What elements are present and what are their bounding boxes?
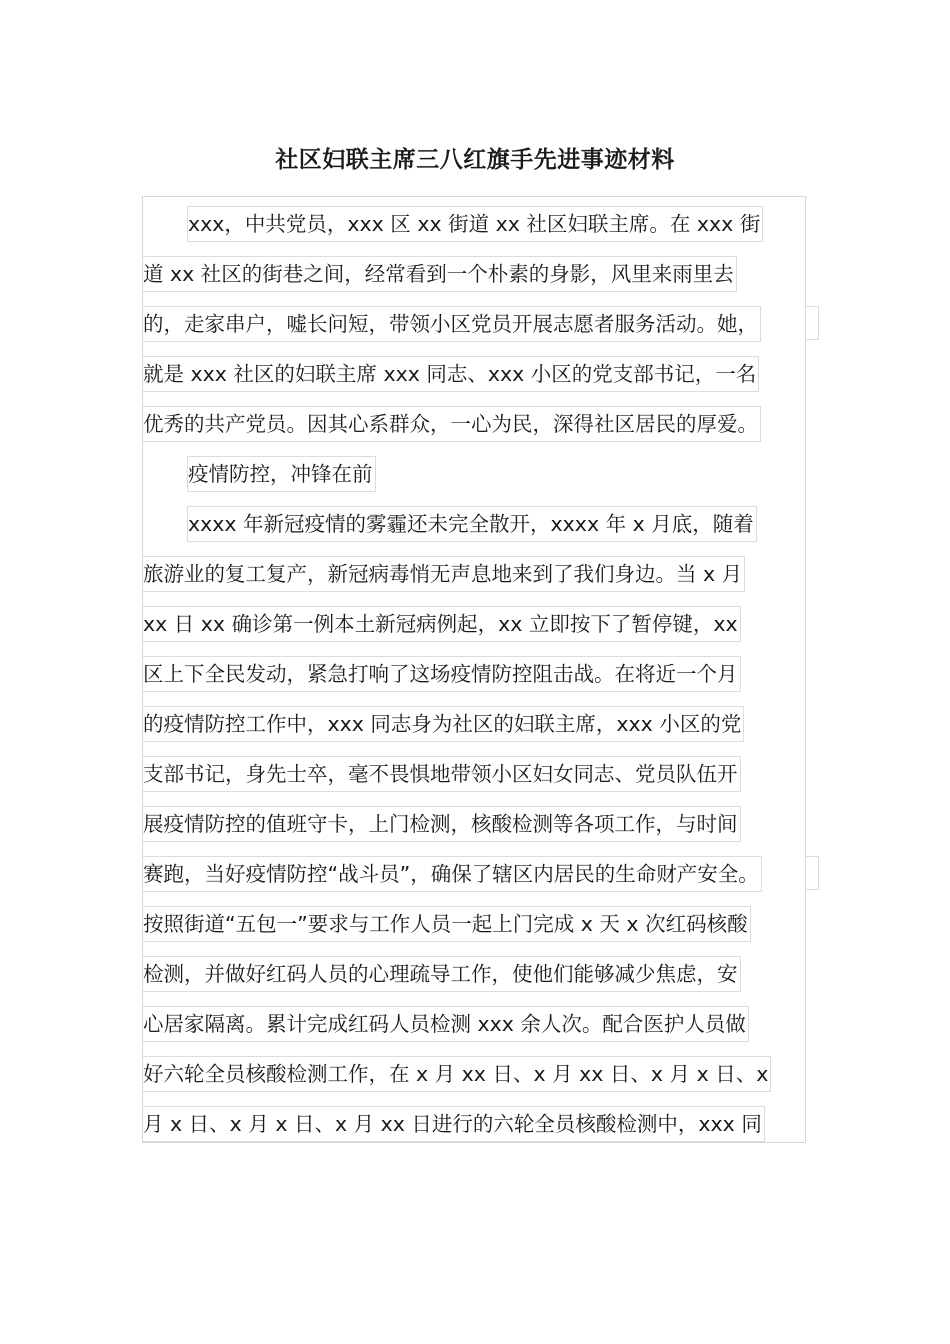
line-text: 就是 xxx 社区的妇联主席 xxx 同志、xxx 小区的党支部书记，一名 [143, 356, 759, 392]
line-text: 好六轮全员核酸检测工作，在 x 月 xx 日、x 月 xx 日、x 月 x 日、x [143, 1056, 771, 1092]
line-text: 心居家隔离。累计完成红码人员检测 xxx 余人次。配合医护人员做 [143, 1006, 749, 1042]
line-text: 检测，并做好红码人员的心理疏导工作，使他们能够减少焦虑，安 [143, 956, 741, 992]
paragraph-line [143, 1099, 807, 1149]
line-text: 展疫情防控的值班守卡，上门检测，核酸检测等各项工作，与时间 [143, 806, 741, 842]
line-text: 月 x 日、x 月 x 日、x 月 xx 日进行的六轮全员核酸检测中，xxx 同 [143, 1106, 765, 1142]
document-body [143, 199, 807, 1149]
line-text: 道 xx 社区的街巷之间，经常看到一个朴素的身影，风里来雨里去 [143, 256, 737, 292]
line-text: xxx，中共党员，xxx 区 xx 街道 xx 社区妇联主席。在 xxx 街 [187, 206, 763, 242]
line-text: 按照街道“五包一”要求与工作人员一起上门完成 x 天 x 次红码核酸 [143, 906, 751, 942]
document-title: 社区妇联主席三八红旗手先进事迹材料 [275, 147, 675, 173]
line-text: 支部书记，身先士卒，毫不畏惧地带领小区妇女同志、党员队伍开 [143, 756, 741, 792]
line-text: 区上下全民发动，紧急打响了这场疫情防控阻击战。在将近一个月 [143, 656, 741, 692]
paragraph-line [143, 499, 807, 549]
line-text: xx 日 xx 确诊第一例本土新冠病例起，xx 立即按下了暂停键，xx [143, 606, 741, 642]
paragraph-line [143, 699, 807, 749]
line-text: 疫情防控，冲锋在前 [187, 456, 376, 492]
line-text: xxxx 年新冠疫情的雾霾还未完全散开，xxxx 年 x 月底，随着 [187, 506, 757, 542]
section-heading [143, 449, 807, 499]
line-text: 的疫情防控工作中，xxx 同志身为社区的妇联主席，xxx 小区的党 [143, 706, 744, 742]
paragraph-line [143, 649, 807, 699]
line-text: 赛跑，当好疫情防控“战斗员”，确保了辖区内居民的生命财产安全。 [143, 856, 762, 892]
paragraph-line [143, 549, 807, 599]
line-text: 的，走家串户，嘘长问短，带领小区党员开展志愿者服务活动。她， [143, 306, 761, 342]
paragraph-line [143, 349, 807, 399]
paragraph-line [143, 599, 807, 649]
paragraph-line [143, 949, 807, 999]
paragraph-line [143, 899, 807, 949]
line-text: 优秀的共产党员。因其心系群众，一心为民，深得社区居民的厚爱。 [143, 406, 761, 442]
overflow-marker [805, 306, 819, 340]
paragraph-line [143, 399, 807, 449]
line-text: 旅游业的复工复产，新冠病毒悄无声息地来到了我们身边。当 x 月 [143, 556, 745, 592]
paragraph-line [143, 249, 807, 299]
paragraph-line [143, 1049, 807, 1099]
paragraph-line [143, 849, 807, 899]
paragraph-line [143, 749, 807, 799]
overflow-marker [805, 856, 819, 890]
paragraph-line [143, 799, 807, 849]
paragraph-line [143, 299, 807, 349]
paragraph-line [143, 199, 807, 249]
paragraph-line [143, 999, 807, 1049]
